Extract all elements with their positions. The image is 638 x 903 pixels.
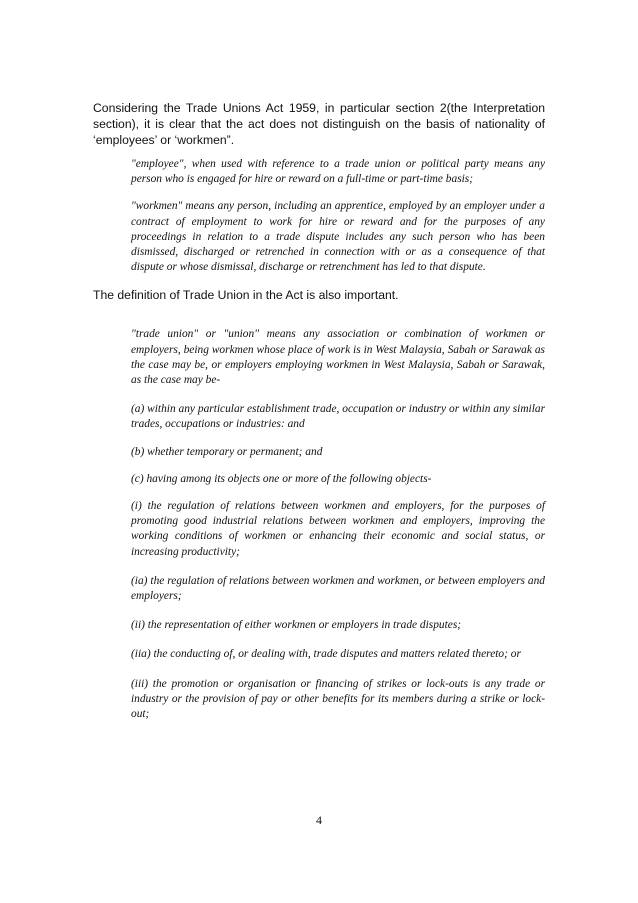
intro-paragraph: Considering the Trade Unions Act 1959, in particular section 2(the Interpretation section), it is clear that the act does not distinguish on the basis of nationality of ‘employees’ or ‘workmen”.	[93, 101, 545, 147]
document-page	[93, 100, 545, 722]
clause-ii: (ii) the representation of either workmen or employers in trade disputes;	[131, 619, 462, 632]
definition-workmen: "workmen" means any person, including an apprentice, employed by an employer under a contract of employment to work for hire or reward and for the purposes of any proceedings in relation to a trade dispute includes any such person who has been dismissed, discharged or retrenched in connection with or as a consequence of that dispute or whose dismissal, discharge or retrenchment has led to that dispute.	[131, 200, 545, 274]
definition-intro-paragraph: The definition of Trade Union in the Act is also important.	[93, 288, 399, 303]
clause-iia: (iia) the conducting of, or dealing with, trade disputes and matters related thereto; or	[131, 648, 521, 661]
clause-a: (a) within any particular establishment trade, occupation or industry or within any similar trades, occupations or industries: and	[131, 403, 545, 431]
definition-trade-union: "trade union" or "union" means any association or combination of workmen or employers, being workmen whose place of work is in West Malaysia, Sabah or Sarawak as the case may be, or employers employing workmen in West Malaysia, Sabah or Sarawak, as the case may be-	[131, 328, 545, 387]
clause-ia: (ia) the regulation of relations between workmen and workmen, or between employers and employers;	[131, 574, 545, 603]
clause-c: (c) having among its objects one or more of the following objects-	[131, 472, 432, 485]
clause-b: (b) whether temporary or permanent; and	[131, 445, 323, 458]
definition-employee: "employee", when used with reference to a trade union or political party means any person who is engaged for hire or reward on a full-time or part-time basis;	[131, 158, 545, 186]
page-number: 4	[316, 813, 322, 827]
clause-iii: (iii) the promotion or organisation or financing of strikes or lock-outs is any trade or industry or the provision of pay or other benefits for its members during a strike or lock-out;	[131, 677, 545, 721]
clause-i: (i) the regulation of relations between workmen and employers, for the purposes of promoting good industrial relations between workmen and employers, improving the working conditions of workmen or enhancing their economic and social status, or increasing productivity;	[131, 500, 545, 558]
